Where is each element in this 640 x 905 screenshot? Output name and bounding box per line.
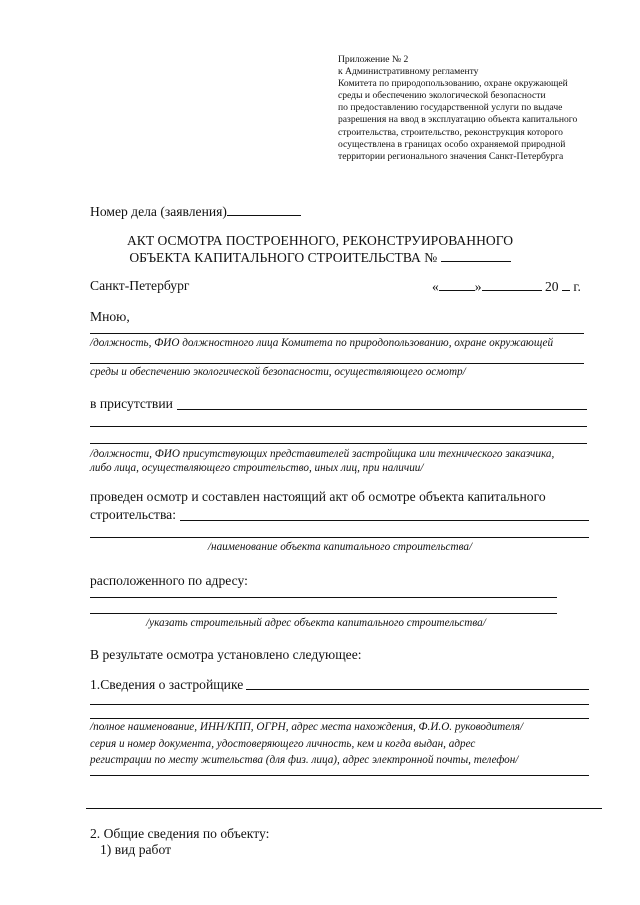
- date-month-field[interactable]: [482, 278, 542, 291]
- date-year-suffix: г.: [573, 279, 581, 294]
- developer-label: 1.Сведения о застройщике: [90, 677, 244, 692]
- date-year-prefix: 20: [545, 279, 559, 294]
- date-day-field[interactable]: [439, 278, 475, 291]
- address-hint: /указать строительный адрес объекта капитального строительства/: [146, 617, 486, 629]
- appendix-line: строительства, строительство, реконструкция которого: [338, 126, 563, 138]
- official-field-line-2[interactable]: [90, 363, 584, 364]
- inspection-text-2: строительства:: [90, 507, 176, 522]
- inspection-text-1: проведен осмотр и составлен настоящий акт об осмотре объекта капитального: [90, 489, 546, 504]
- presence-hint-2: либо лица, осуществляющего строительство, иных лиц, при наличии/: [90, 462, 424, 474]
- presence-field-line-3[interactable]: [90, 443, 587, 444]
- appendix-line: территории регионального значения Санкт-Петербурга: [338, 150, 564, 162]
- developer-field-line-4[interactable]: [90, 775, 589, 776]
- result-label: В результате осмотра установлено следующее:: [90, 647, 362, 662]
- date-close-quote: »: [474, 279, 482, 294]
- by-me-label: Мною,: [90, 309, 130, 324]
- date-open-quote: «: [432, 279, 439, 294]
- case-number-field[interactable]: [227, 203, 301, 216]
- appendix-line: Комитета по природопользованию, охране окружающей: [338, 78, 568, 90]
- appendix-line: осуществлена в границах особо охраняемой природной: [338, 138, 566, 150]
- address-field-line-2[interactable]: [90, 613, 557, 614]
- developer-field-line-5[interactable]: [86, 808, 602, 809]
- developer-hint-1: /полное наименование, ИНН/КПП, ОГРН, адрес места нахождения, Ф.И.О. руководителя/: [90, 721, 524, 733]
- date-year-field[interactable]: [562, 278, 570, 291]
- object-name-field-line-2[interactable]: [90, 537, 589, 538]
- city: Санкт-Петербург: [90, 278, 190, 293]
- presence-hint-1: /должности, ФИО присутствующих представителей застройщика или технического заказчика,: [90, 448, 555, 460]
- presence-field-line[interactable]: [177, 409, 587, 410]
- act-title-line2: ОБЪЕКТА КАПИТАЛЬНОГО СТРОИТЕЛЬСТВА №: [129, 250, 438, 265]
- presence-field-line-2[interactable]: [90, 426, 587, 427]
- general-info-label: 2. Общие сведения по объекту:: [90, 826, 270, 841]
- appendix-line: Приложение № 2: [338, 54, 409, 65]
- appendix-line: среды и обеспечению экологической безопасности: [338, 90, 546, 102]
- address-label: расположенного по адресу:: [90, 573, 248, 588]
- developer-hint-3: регистрации по месту жительства (для физ. лица), адрес электронной почты, телефон/: [90, 754, 519, 766]
- official-hint-2: среды и обеспечению экологической безопасности, осуществляющего осмотр/: [90, 366, 466, 378]
- developer-field-line-2[interactable]: [90, 704, 589, 705]
- act-number-field[interactable]: [441, 249, 511, 262]
- developer-field-line-3[interactable]: [90, 718, 589, 719]
- presence-label: в присутствии: [90, 396, 173, 411]
- appendix-header: [338, 54, 634, 163]
- appendix-line: по предоставлению государственной услуги по выдаче: [338, 102, 563, 114]
- work-type-label: 1) вид работ: [100, 842, 172, 857]
- official-field-line[interactable]: [90, 333, 584, 334]
- developer-hint-2: серия и номер документа, удостоверяющего личность, кем и когда выдан, адрес: [90, 738, 476, 750]
- official-hint-1: /должность, ФИО должностного лица Комитета по природопользованию, охране окружающей: [90, 337, 554, 349]
- appendix-line: к Административному регламенту: [338, 66, 479, 78]
- object-name-field-line[interactable]: [180, 520, 589, 521]
- case-number-label: Номер дела (заявления): [90, 204, 227, 219]
- appendix-line: разрешения на ввод в эксплуатацию объекта капитального: [338, 114, 578, 126]
- act-title-line2-row: [0, 249, 640, 266]
- object-name-hint: /наименование объекта капитального строительства/: [207, 541, 473, 553]
- developer-field-line[interactable]: [246, 689, 589, 690]
- address-field-line[interactable]: [90, 597, 557, 598]
- case-number-row: [90, 203, 301, 220]
- date-row: [432, 278, 581, 295]
- act-title-line1: АКТ ОСМОТРА ПОСТРОЕННОГО, РЕКОНСТРУИРОВАННОГО: [126, 233, 514, 248]
